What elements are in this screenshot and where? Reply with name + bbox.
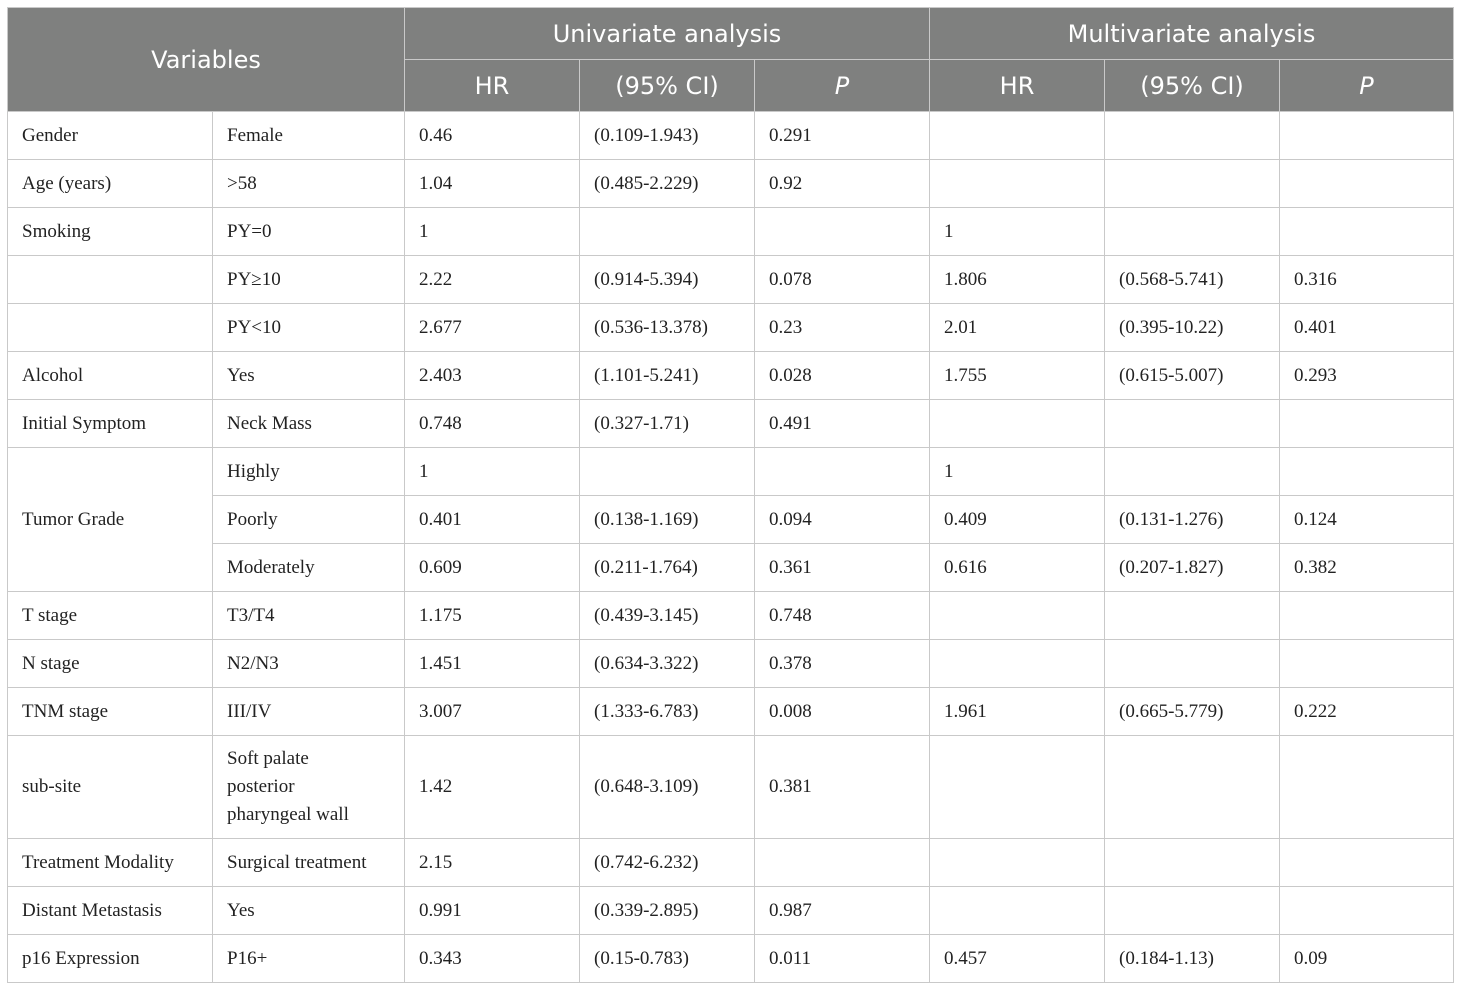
table-row	[8, 400, 1454, 448]
cell-uni-p: 0.291	[755, 112, 930, 160]
cell-multi-hr: 0.409	[930, 496, 1105, 544]
cell-uni-ci: (0.109-1.943)	[580, 112, 755, 160]
cell-level: P16+	[213, 935, 405, 983]
cell-uni-hr: 1	[405, 448, 580, 496]
cell-multi-p	[1280, 592, 1454, 640]
cell-multi-ci	[1105, 887, 1280, 935]
cell-multi-hr: 1	[930, 208, 1105, 256]
cell-uni-hr: 0.46	[405, 112, 580, 160]
cell-multi-p: 0.382	[1280, 544, 1454, 592]
cell-level: Yes	[213, 352, 405, 400]
cell-multi-p: 0.124	[1280, 496, 1454, 544]
table-row	[8, 544, 1454, 592]
cell-uni-p: 0.028	[755, 352, 930, 400]
table-row	[8, 208, 1454, 256]
cell-multi-p	[1280, 160, 1454, 208]
cell-multi-ci	[1105, 592, 1280, 640]
hazard-ratio-table	[7, 7, 1454, 983]
cell-level: PY<10	[213, 304, 405, 352]
header-multivariate-p: P	[1280, 60, 1454, 112]
header-univariate: Univariate analysis	[405, 8, 930, 60]
cell-uni-p: 0.011	[755, 935, 930, 983]
cell-level: Poorly	[213, 496, 405, 544]
cell-multi-hr: 1.755	[930, 352, 1105, 400]
cell-uni-ci: (0.339-2.895)	[580, 887, 755, 935]
cell-variable: T stage	[8, 592, 213, 640]
cell-uni-p	[755, 448, 930, 496]
cell-multi-hr	[930, 887, 1105, 935]
table-row	[8, 256, 1454, 304]
cell-multi-p	[1280, 448, 1454, 496]
cell-multi-ci	[1105, 160, 1280, 208]
cell-uni-ci: (0.327-1.71)	[580, 400, 755, 448]
table-row	[8, 736, 1454, 839]
cell-multi-hr	[930, 640, 1105, 688]
cell-level: Surgical treatment	[213, 839, 405, 887]
cell-uni-hr: 1.04	[405, 160, 580, 208]
cell-multi-p: 0.316	[1280, 256, 1454, 304]
cell-multi-hr	[930, 400, 1105, 448]
cell-uni-hr: 0.401	[405, 496, 580, 544]
cell-variable: Treatment Modality	[8, 839, 213, 887]
cell-multi-hr	[930, 736, 1105, 839]
cell-level: PY≥10	[213, 256, 405, 304]
cell-multi-ci	[1105, 640, 1280, 688]
cell-uni-ci	[580, 208, 755, 256]
cell-multi-p: 0.293	[1280, 352, 1454, 400]
cell-uni-ci: (0.634-3.322)	[580, 640, 755, 688]
cell-uni-ci: (0.439-3.145)	[580, 592, 755, 640]
table-body	[8, 112, 1454, 983]
cell-multi-hr: 0.616	[930, 544, 1105, 592]
cell-variable: Age (years)	[8, 160, 213, 208]
cell-multi-ci: (0.184-1.13)	[1105, 935, 1280, 983]
cell-multi-ci: (0.207-1.827)	[1105, 544, 1280, 592]
cell-multi-hr: 0.457	[930, 935, 1105, 983]
cell-uni-p	[755, 208, 930, 256]
cell-uni-p: 0.748	[755, 592, 930, 640]
cell-level-line: pharyngeal wall	[227, 804, 349, 825]
table-row	[8, 112, 1454, 160]
cell-uni-ci: (0.536-13.378)	[580, 304, 755, 352]
cell-multi-p: 0.401	[1280, 304, 1454, 352]
cell-uni-hr: 1.42	[405, 736, 580, 839]
cell-variable: Gender	[8, 112, 213, 160]
cell-multi-hr	[930, 839, 1105, 887]
header-univariate-hr: HR	[405, 60, 580, 112]
cell-level	[213, 736, 405, 839]
cell-uni-hr: 0.609	[405, 544, 580, 592]
cell-uni-ci: (0.485-2.229)	[580, 160, 755, 208]
table-row	[8, 592, 1454, 640]
cell-level: Highly	[213, 448, 405, 496]
cell-uni-p: 0.378	[755, 640, 930, 688]
cell-variable: p16 Expression	[8, 935, 213, 983]
cell-multi-p	[1280, 839, 1454, 887]
cell-uni-hr: 2.22	[405, 256, 580, 304]
cell-variable: TNM stage	[8, 688, 213, 736]
table-row	[8, 839, 1454, 887]
cell-multi-ci: (0.131-1.276)	[1105, 496, 1280, 544]
cell-level: >58	[213, 160, 405, 208]
header-multivariate-ci: (95% CI)	[1105, 60, 1280, 112]
cell-level: Female	[213, 112, 405, 160]
cell-multi-ci	[1105, 112, 1280, 160]
cell-multi-ci: (0.568-5.741)	[1105, 256, 1280, 304]
cell-uni-p: 0.361	[755, 544, 930, 592]
cell-uni-ci: (0.742-6.232)	[580, 839, 755, 887]
table-row	[8, 640, 1454, 688]
table-row	[8, 304, 1454, 352]
cell-uni-hr: 0.991	[405, 887, 580, 935]
cell-uni-ci: (0.15-0.783)	[580, 935, 755, 983]
cell-uni-hr: 2.403	[405, 352, 580, 400]
cell-variable: Distant Metastasis	[8, 887, 213, 935]
cell-uni-p: 0.078	[755, 256, 930, 304]
cell-multi-ci: (0.615-5.007)	[1105, 352, 1280, 400]
table-header	[8, 8, 1454, 112]
cell-multi-ci	[1105, 736, 1280, 839]
table-row	[8, 496, 1454, 544]
cell-level: III/IV	[213, 688, 405, 736]
cell-level: N2/N3	[213, 640, 405, 688]
cell-uni-p: 0.094	[755, 496, 930, 544]
cell-multi-ci: (0.395-10.22)	[1105, 304, 1280, 352]
cell-uni-hr: 3.007	[405, 688, 580, 736]
table-row	[8, 887, 1454, 935]
cell-uni-ci: (0.914-5.394)	[580, 256, 755, 304]
cell-uni-hr: 1.451	[405, 640, 580, 688]
cell-uni-p: 0.381	[755, 736, 930, 839]
cell-uni-hr: 2.677	[405, 304, 580, 352]
cell-variable	[8, 304, 213, 352]
cell-level: Neck Mass	[213, 400, 405, 448]
cell-variable: Tumor Grade	[8, 448, 213, 592]
cell-variable: sub-site	[8, 736, 213, 839]
cell-multi-p	[1280, 208, 1454, 256]
cell-uni-ci: (0.211-1.764)	[580, 544, 755, 592]
cell-multi-hr	[930, 112, 1105, 160]
table-row	[8, 448, 1454, 496]
cell-multi-p	[1280, 400, 1454, 448]
cell-variable: N stage	[8, 640, 213, 688]
cell-multi-ci	[1105, 208, 1280, 256]
cell-multi-ci: (0.665-5.779)	[1105, 688, 1280, 736]
cell-uni-p: 0.23	[755, 304, 930, 352]
cell-multi-hr	[930, 160, 1105, 208]
header-univariate-ci: (95% CI)	[580, 60, 755, 112]
header-multivariate-hr: HR	[930, 60, 1105, 112]
cell-multi-ci	[1105, 839, 1280, 887]
cell-uni-ci	[580, 448, 755, 496]
cell-uni-hr: 0.343	[405, 935, 580, 983]
cell-uni-hr: 2.15	[405, 839, 580, 887]
cell-uni-p: 0.491	[755, 400, 930, 448]
cell-variable	[8, 256, 213, 304]
table-row	[8, 688, 1454, 736]
cell-level: Moderately	[213, 544, 405, 592]
cell-multi-p	[1280, 640, 1454, 688]
cell-uni-p: 0.987	[755, 887, 930, 935]
cell-multi-hr: 1.806	[930, 256, 1105, 304]
cell-level: PY=0	[213, 208, 405, 256]
cell-uni-p: 0.92	[755, 160, 930, 208]
results-table-container	[7, 7, 1453, 983]
cell-multi-p	[1280, 887, 1454, 935]
cell-level: T3/T4	[213, 592, 405, 640]
cell-multi-hr: 1.961	[930, 688, 1105, 736]
cell-uni-p	[755, 839, 930, 887]
cell-level-line: Soft palate	[227, 748, 309, 769]
cell-uni-p: 0.008	[755, 688, 930, 736]
cell-uni-ci: (1.101-5.241)	[580, 352, 755, 400]
cell-uni-hr: 1.175	[405, 592, 580, 640]
cell-uni-ci: (1.333-6.783)	[580, 688, 755, 736]
header-univariate-p: P	[755, 60, 930, 112]
cell-level-line: posterior	[227, 776, 295, 797]
header-multivariate: Multivariate analysis	[930, 8, 1454, 60]
cell-multi-hr: 1	[930, 448, 1105, 496]
cell-multi-p	[1280, 736, 1454, 839]
cell-uni-ci: (0.648-3.109)	[580, 736, 755, 839]
header-variables: Variables	[8, 8, 405, 112]
table-row	[8, 160, 1454, 208]
cell-multi-p	[1280, 112, 1454, 160]
cell-multi-p: 0.222	[1280, 688, 1454, 736]
cell-level: Yes	[213, 887, 405, 935]
table-row	[8, 352, 1454, 400]
cell-uni-hr: 0.748	[405, 400, 580, 448]
cell-variable: Initial Symptom	[8, 400, 213, 448]
cell-multi-ci	[1105, 448, 1280, 496]
cell-multi-hr	[930, 592, 1105, 640]
cell-uni-hr: 1	[405, 208, 580, 256]
cell-multi-p: 0.09	[1280, 935, 1454, 983]
cell-variable: Smoking	[8, 208, 213, 256]
cell-multi-hr: 2.01	[930, 304, 1105, 352]
cell-uni-ci: (0.138-1.169)	[580, 496, 755, 544]
cell-multi-ci	[1105, 400, 1280, 448]
table-row	[8, 935, 1454, 983]
cell-variable: Alcohol	[8, 352, 213, 400]
